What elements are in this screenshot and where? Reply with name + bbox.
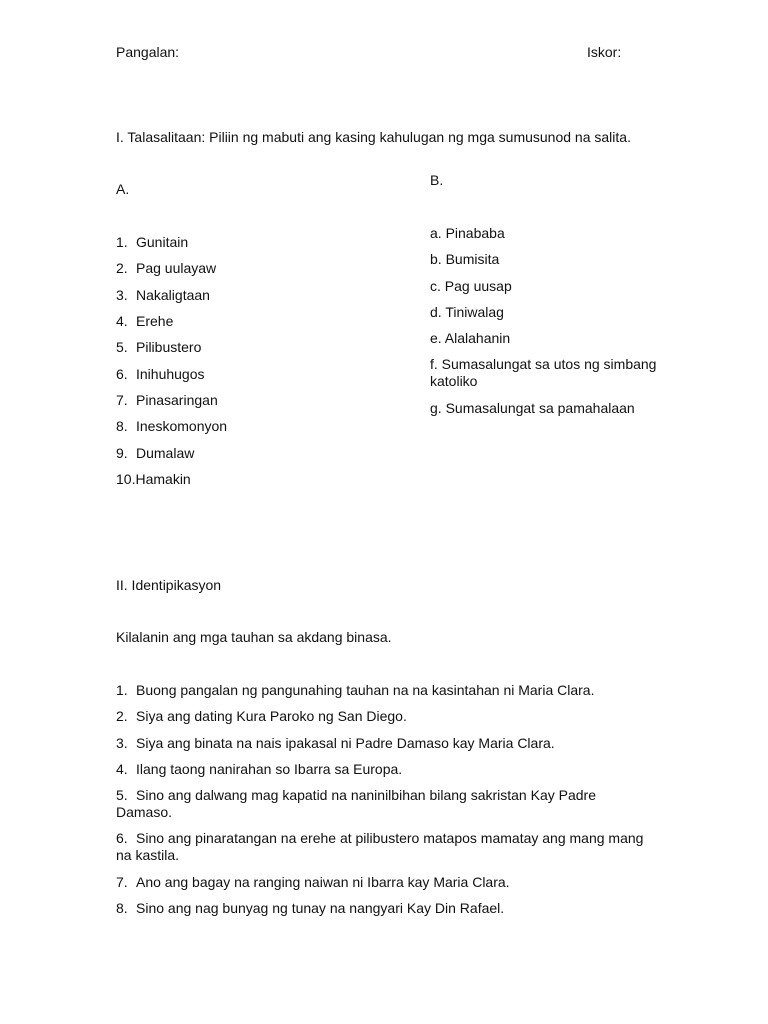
question-text: Buong pangalan ng pangunahing tauhan na na kasintahan ni Maria Clara. [136, 682, 595, 698]
question-number: 5. [116, 787, 128, 803]
question-item [116, 735, 555, 752]
question-text: Siya ang binata na nais ipakasal ni Padre Damaso kay Maria Clara. [136, 735, 555, 751]
question-item [116, 874, 510, 891]
item-text: Pinasaringan [136, 392, 218, 408]
item-number: 3. [116, 287, 128, 303]
section2-instruction: Kilalanin ang mga tauhan sa akdang binasa. [116, 629, 392, 645]
item-number: 6. [116, 366, 128, 382]
item-text: Erehe [136, 313, 174, 329]
item-number: 8. [116, 418, 128, 434]
list-item [116, 260, 216, 277]
question-item [116, 830, 661, 864]
question-number: 6. [116, 830, 128, 846]
item-text: Pag uulayaw [136, 260, 217, 276]
question-text: Ilang taong nanirahan so Ibarra sa Europa. [136, 761, 403, 777]
question-item [116, 761, 402, 778]
item-number: 10. [116, 471, 136, 487]
list-item [116, 471, 191, 488]
list-item [116, 313, 173, 330]
choice-item: a. Pinababa [430, 225, 505, 241]
section1-title: I. Talasalitaan: Piliin ng mabuti ang kasing kahulugan ng mga sumusunod na salita. [116, 129, 631, 145]
list-item [116, 287, 210, 304]
question-item [116, 682, 594, 699]
score-label: Iskor: [587, 44, 622, 60]
question-item [116, 708, 407, 725]
choice-item: d. Tiniwalag [430, 304, 504, 320]
name-label: Pangalan: [116, 44, 180, 60]
question-number: 4. [116, 761, 128, 777]
choice-item: g. Sumasalungat sa pamahalaan [430, 400, 635, 416]
item-text: Gunitain [136, 234, 189, 250]
item-number: 2. [116, 260, 128, 276]
list-item [116, 418, 227, 435]
column-a-label: A. [116, 181, 130, 197]
item-text: Dumalaw [136, 445, 195, 461]
list-item [116, 392, 218, 409]
item-text: Nakaligtaan [136, 287, 210, 303]
item-number: 4. [116, 313, 128, 329]
item-number: 9. [116, 445, 128, 461]
item-number: 7. [116, 392, 128, 408]
question-number: 1. [116, 682, 128, 698]
item-text: Hamakin [135, 471, 191, 487]
question-text: Sino ang dalwang mag kapatid na naninilbihan bilang sakristan Kay Padre Damaso. [116, 787, 596, 820]
choice-item: f. Sumasalungat sa utos ng simbang katoliko [430, 356, 657, 389]
choice-item: b. Bumisita [430, 251, 500, 267]
item-text: Ineskomonyon [136, 418, 228, 434]
question-text: Ano ang bagay na ranging naiwan ni Ibarra kay Maria Clara. [136, 874, 510, 890]
question-item [116, 900, 504, 917]
question-text: Sino ang nag bunyag ng tunay na nangyari Kay Din Rafael. [136, 900, 505, 916]
choice-item: c. Pag uusap [430, 278, 512, 294]
choice-item: e. Alalahanin [430, 330, 511, 346]
section2-title: II. Identipikasyon [116, 577, 222, 593]
question-number: 3. [116, 735, 128, 751]
item-text: Inihuhugos [136, 366, 205, 382]
question-item [116, 787, 636, 821]
question-text: Sino ang pinaratangan na erehe at pilibustero matapos mamatay ang mang mang na kastila. [116, 830, 644, 863]
list-item [116, 234, 188, 251]
list-item [116, 445, 194, 462]
item-text: Pilibustero [136, 339, 202, 355]
list-item [116, 366, 205, 383]
question-text: Siya ang dating Kura Paroko ng San Diego. [136, 708, 407, 724]
question-number: 8. [116, 900, 128, 916]
column-b-label: B. [430, 172, 444, 188]
list-item [116, 339, 201, 356]
item-number: 1. [116, 234, 128, 250]
question-number: 2. [116, 708, 128, 724]
item-number: 5. [116, 339, 128, 355]
question-number: 7. [116, 874, 128, 890]
